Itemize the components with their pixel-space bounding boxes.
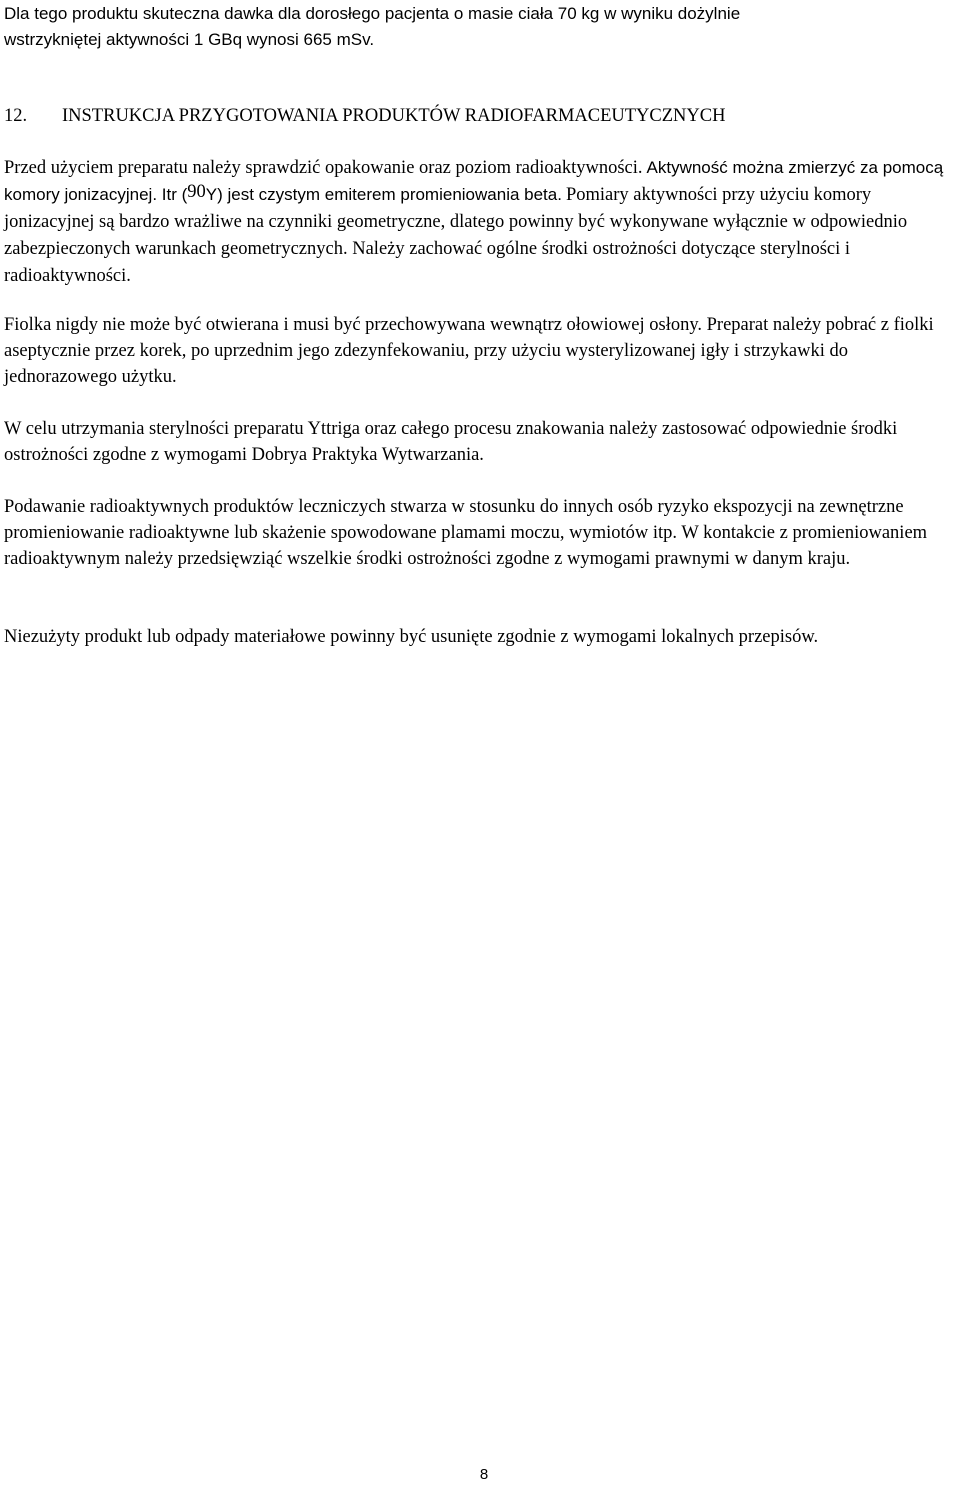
paragraph-1-part-4: Pomiary aktywności przy użyciu komory jonizacyjnej są bardzo wrażliwe na czynniki geometryczne, dlatego powinny być wykonywane wyłącznie w odpowiednio zabezpieczonych warunkach geometrycznych. Należy zachować ogólne środki ostrożności dotyczące sterylności i radioaktywności. [4,185,908,286]
isotope-mass-number: 90 [187,182,206,202]
section-heading [4,103,954,129]
paragraph-vial-handling: Fiolka nigdy nie może być otwierana i musi być przechowywana wewnątrz ołowiowej osłony. Preparat należy pobrać z fiolki aseptycznie przez korek, po uprzednim jego zdezynfekowaniu, przy użyciu wysterylizowanej igły i strzykawki do jednorazowego użytku. [4,315,934,387]
paragraph-1-part-3: Y) jest czystym emiterem promieniowania beta. [205,185,562,204]
intro-line-2: wstrzykniętej aktywności 1 GBq wynosi 665 mSv. [4,30,375,49]
paragraph-waste-disposal: Niezużyty produkt lub odpady materiałowe powinny być usunięte zgodnie z wymogami lokalnych przepisów. [4,627,819,647]
page-number: 8 [479,1466,489,1483]
intro-paragraph [4,1,954,53]
section-number: 12. [4,106,28,126]
intro-line-1: Dla tego produktu skuteczna dawka dla dorosłego pacjenta o masie ciała 70 kg w wyniku dożylnie [4,4,741,23]
paragraph-activity-measurement [4,155,954,290]
paragraph-1-part-1: Przed użyciem preparatu należy sprawdzić opakowanie oraz poziom radioaktywności. [4,158,643,178]
paragraph-sterility: W celu utrzymania sterylności preparatu Yttriga oraz całego procesu znakowania należy zastosować odpowiednie środki ostrożności zgodne z wymogami Dobrya Praktyka Wytwarzania. [4,419,898,465]
paragraph-1-part-2: Aktywność można zmierzyć za pomocą komory jonizacyjnej. Itr ( [4,158,944,204]
paragraph-radiation-exposure: Podawanie radioaktywnych produktów leczniczych stwarza w stosunku do innych osób ryzyko ekspozycji na zewnętrzne promieniowanie radioaktywne lub skażenie spowodowane plamami moczu, wymiotów itp. W kontakcie z promieniowaniem radioaktywnym należy przedsięwziąć wszelkie środki ostrożności zgodne z wymogami prawnymi w danym kraju. [4,497,928,569]
section-title: INSTRUKCJA PRZYGOTOWANIA PRODUKTÓW RADIOFARMACEUTYCZNYCH [62,106,726,126]
